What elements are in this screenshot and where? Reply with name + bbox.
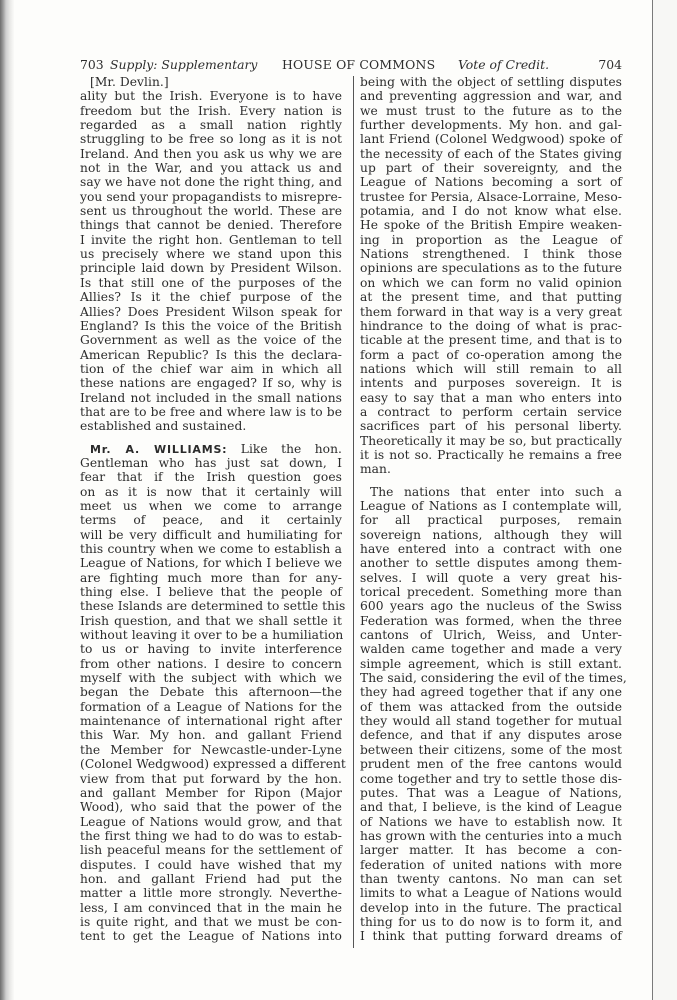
text-line: that are to be free and where law is to be bbox=[80, 404, 342, 419]
text-line: opinions are speculations as to the future bbox=[360, 261, 622, 276]
text-line: thing for us to do now is to form it, and bbox=[360, 914, 622, 929]
text-line: has grown with the centuries into a much bbox=[360, 828, 622, 843]
text-line: hon. and gallant Friend had put the bbox=[80, 871, 342, 886]
column-divider bbox=[353, 76, 354, 948]
text-line: up part of their sovereignty, and the bbox=[360, 161, 622, 176]
text-line: the necessity of each of the States giving bbox=[360, 146, 622, 161]
text-line: 600 years ago the nucleus of the Swiss bbox=[360, 599, 622, 614]
text-line: tion of the chief war aim in which all bbox=[80, 361, 342, 376]
speaker-line-text: Like the hon. bbox=[240, 441, 342, 456]
text-line: disputes. I could have wished that my bbox=[80, 857, 342, 872]
center-running-title: HOUSE OF COMMONS bbox=[282, 57, 436, 72]
text-line: and preventing aggression and war, and bbox=[360, 89, 622, 104]
text-line: them forward in that way is a very great bbox=[360, 304, 622, 319]
text-line: this War. My hon. and gallant Friend bbox=[80, 728, 342, 743]
text-line: come together and try to settle those dis- bbox=[360, 771, 622, 786]
text-line: sacrifices part of his personal liberty. bbox=[360, 419, 622, 434]
text-line: Is that still one of the purposes of the bbox=[80, 275, 342, 290]
text-line: League of Nations as I contemplate will, bbox=[360, 498, 622, 513]
text-line: walden came together and made a very bbox=[360, 642, 622, 657]
text-line: I invite the right hon. Gentleman to tell bbox=[80, 232, 342, 247]
speaker-name: Mr. A. WILLIAMS: bbox=[90, 442, 228, 456]
text-line: potamia, and I do not know what else. bbox=[360, 204, 622, 219]
text-line: develop into in the future. The practical bbox=[360, 900, 622, 915]
text-line: and that, I believe, is the kind of League bbox=[360, 800, 622, 815]
text-line: Gentleman who has just sat down, I bbox=[80, 455, 342, 470]
text-line: a contract to perform certain service bbox=[360, 404, 622, 419]
page-edge-line bbox=[652, 0, 653, 1000]
book-binding-edge bbox=[0, 0, 14, 1000]
text-line: ing in proportion as the League of bbox=[360, 232, 622, 247]
text-line: at the present time, and that putting bbox=[360, 290, 622, 305]
text-line: prudent men of the free cantons would bbox=[360, 757, 622, 772]
text-line: sent us throughout the world. These are bbox=[80, 204, 342, 219]
right-column-number: 704 bbox=[598, 57, 622, 72]
text-line: Ireland not included in the small nations bbox=[80, 390, 342, 405]
text-line: being with the object of settling disputes bbox=[360, 75, 622, 89]
text-line: is quite right, and that we must be con- bbox=[80, 914, 342, 929]
speaker-line bbox=[80, 442, 342, 456]
text-line: will be very difficult and humiliating for bbox=[80, 527, 342, 542]
text-line: putes. That was a League of Nations, bbox=[360, 785, 622, 800]
text-line: principle laid down by President Wilson. bbox=[80, 261, 342, 276]
right-running-title: Vote of Credit. bbox=[458, 57, 550, 72]
text-line: Ireland. And then you ask us why we are bbox=[80, 146, 342, 161]
text-line: us precisely where we stand upon this bbox=[80, 247, 342, 262]
text-line: began the Debate this afternoon—the bbox=[80, 685, 342, 700]
next-page-margin bbox=[653, 0, 677, 1000]
text-line: it is not so. Practically he remains a free bbox=[360, 447, 622, 462]
text-line: and gallant Member for Ripon (Major bbox=[80, 785, 342, 800]
text-line: nations which will still remain to all bbox=[360, 361, 622, 376]
text-line: further developments. My hon. and gal- bbox=[360, 118, 622, 133]
left-column bbox=[80, 75, 346, 944]
text-line: on which we can form no valid opinion bbox=[360, 275, 622, 290]
text-line: Federation was formed, when the three bbox=[360, 613, 622, 628]
text-line: limits to what a League of Nations would bbox=[360, 886, 622, 901]
text-line: than twenty cantons. No man can set bbox=[360, 871, 622, 886]
text-line: on as it is now that it certainly will bbox=[80, 484, 342, 499]
text-line: Theoretically it may be so, but practically bbox=[360, 433, 622, 448]
text-line: (Colonel Wedgwood) expressed a different bbox=[80, 757, 346, 772]
text-line: Allies? Is it the chief purpose of the bbox=[80, 290, 342, 305]
speaker-attribution: [Mr. Devlin.] bbox=[90, 75, 169, 89]
text-line: not in the War, and you attack us and bbox=[80, 161, 342, 176]
text-line: Wood), who said that the power of the bbox=[80, 800, 342, 815]
text-line: cantons of Ulrich, Weiss, and Unter- bbox=[360, 628, 622, 643]
text-line: struggling to be free so long as it is not bbox=[80, 132, 342, 147]
text-line: I think that putting forward dreams of bbox=[360, 929, 622, 944]
text-line: the first thing we had to do was to estab- bbox=[80, 828, 342, 843]
left-column-number: 703 bbox=[80, 57, 104, 72]
text-line: freedom but the Irish. Every nation is bbox=[80, 103, 342, 118]
text-line: regarded as a small nation rightly bbox=[80, 118, 342, 133]
text-line: Allies? Does President Wilson speak for bbox=[80, 304, 342, 319]
text-line: man. bbox=[360, 462, 391, 477]
text-line: established and sustained. bbox=[80, 419, 247, 434]
text-line: less, I am convinced that in the main he bbox=[80, 900, 342, 915]
text-line: this country when we come to establish a bbox=[80, 542, 342, 556]
text-line: The nations that enter into such a bbox=[370, 484, 622, 499]
text-line: they would all stand together for mutual bbox=[360, 714, 622, 729]
text-line: ality but the Irish. Everyone is to have bbox=[80, 89, 342, 104]
text-line: they had agreed together that if any one bbox=[360, 685, 622, 700]
text-line: of Nations we have to establish now. It bbox=[360, 814, 622, 829]
text-line: League of Nations, for which I believe we bbox=[80, 556, 342, 571]
text-line: view from that put forward by the hon. bbox=[80, 771, 342, 786]
text-line: England? Is this the voice of the British bbox=[80, 318, 342, 333]
text-line: terms of peace, and it certainly bbox=[80, 513, 342, 528]
text-line: have entered into a contract with one bbox=[360, 542, 622, 556]
text-line: between their citizens, some of the most bbox=[360, 742, 622, 757]
text-line: hindrance to the doing of what is prac- bbox=[360, 318, 622, 333]
right-paragraph-2 bbox=[360, 484, 627, 944]
text-line: matter a little more strongly. Neverthe- bbox=[80, 886, 342, 901]
text-line: say we have not done the right thing, and bbox=[80, 175, 342, 190]
text-line: another to settle disputes among them- bbox=[360, 556, 622, 571]
text-line: trustee for Persia, Alsace-Lorraine, Meso- bbox=[360, 189, 622, 204]
text-line: tent to get the League of Nations into bbox=[80, 929, 342, 944]
text-line: ticable at the present time, and that is to bbox=[360, 333, 622, 348]
text-line: you send your propagandists to misrepre- bbox=[80, 189, 342, 204]
text-line: Irish question, and that we shall settle it bbox=[80, 613, 342, 628]
text-line: defence, and that if any disputes arose bbox=[360, 728, 622, 743]
text-line: to us or having to invite interference bbox=[80, 642, 342, 657]
text-line: larger matter. It has become a con- bbox=[360, 843, 622, 858]
text-line: lish peaceful means for the settlement of bbox=[80, 843, 342, 858]
left-running-title: Supply: Supplementary bbox=[110, 57, 258, 72]
text-line: form a pact of co-operation among the bbox=[360, 347, 622, 362]
left-paragraph-2 bbox=[80, 455, 346, 944]
text-line: simple agreement, which is still extant. bbox=[360, 656, 622, 671]
text-line: meet us when we come to arrange bbox=[80, 498, 342, 513]
text-line: the Member for Newcastle-under-Lyne bbox=[80, 742, 342, 757]
running-header bbox=[80, 56, 622, 74]
right-column bbox=[360, 75, 627, 944]
text-line: we must trust to the future as to the bbox=[360, 103, 622, 118]
text-line: He spoke of the British Empire weaken- bbox=[360, 218, 622, 233]
text-line: League of Nations would grow, and that bbox=[80, 814, 342, 829]
text-line: from other nations. I desire to concern bbox=[80, 656, 342, 671]
text-line: League of Nations becoming a sort of bbox=[360, 175, 622, 190]
text-line: Government as well as the voice of the bbox=[80, 333, 342, 348]
text-line: American Republic? Is this the declara- bbox=[80, 347, 342, 362]
text-line: of them was attacked from the outside bbox=[360, 699, 622, 714]
text-line: lant Friend (Colonel Wedgwood) spoke of bbox=[360, 132, 622, 147]
text-line: federation of united nations with more bbox=[360, 857, 622, 872]
right-paragraph-1 bbox=[360, 75, 622, 477]
text-line: sovereign nations, although they will bbox=[360, 527, 622, 542]
text-line: selves. I will quote a very great his- bbox=[360, 570, 622, 585]
text-line: these nations are engaged? If so, why is bbox=[80, 376, 342, 391]
text-line: intents and purposes sovereign. It is bbox=[360, 376, 622, 391]
text-line: without leaving it over to be a humiliation bbox=[80, 628, 344, 643]
text-line: things that cannot be denied. Therefore bbox=[80, 218, 342, 233]
text-line: torical precedent. Something more than bbox=[360, 585, 622, 600]
text-line: maintenance of international right after bbox=[80, 714, 342, 729]
text-line: are fighting much more than for any- bbox=[80, 570, 342, 585]
text-line: fear that if the Irish question goes bbox=[80, 470, 342, 485]
text-line: for all practical purposes, remain bbox=[360, 513, 622, 528]
text-line: easy to say that a man who enters into bbox=[360, 390, 622, 405]
text-line: Nations strengthened. I think those bbox=[360, 247, 622, 262]
text-line: The said, considering the evil of the times, bbox=[360, 671, 627, 686]
text-line: thing else. I believe that the people of bbox=[80, 585, 342, 600]
text-line: formation of a League of Nations for the bbox=[80, 699, 342, 714]
text-line: myself with the subject with which we bbox=[80, 671, 342, 686]
left-paragraph-1 bbox=[80, 89, 342, 433]
text-line: these Islands are determined to settle this bbox=[80, 599, 346, 614]
